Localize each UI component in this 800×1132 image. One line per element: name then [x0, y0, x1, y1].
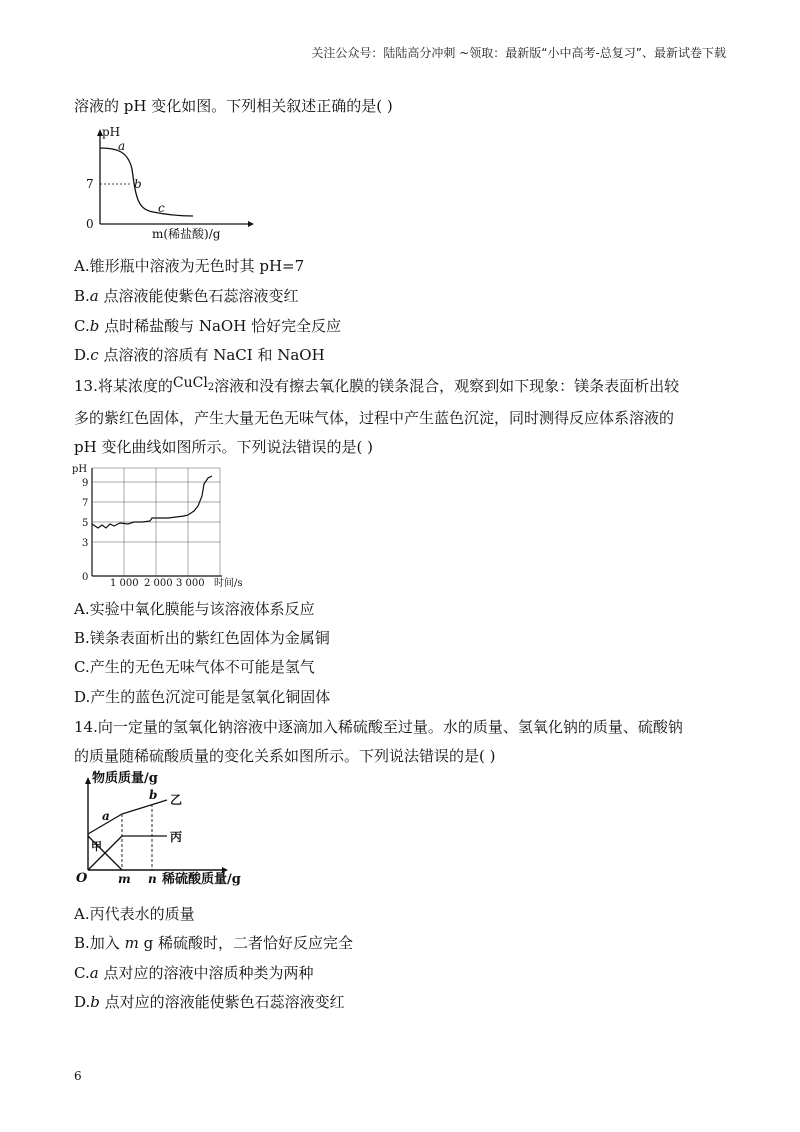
- q12-stem: 溶液的 pH 变化如图。下列相关叙述正确的是( ): [74, 97, 393, 115]
- q12-option-d: [74, 344, 325, 365]
- q13-stem-line-2: 多的紫红色固体，产生大量无色无味气体，过程中产生蓝色沉淀，同时测得反应体系溶液的: [74, 409, 675, 427]
- option-text: 加入: [89, 934, 125, 952]
- q14-stem-line-2: 的质量随稀硫酸质量的变化关系如图所示。下列说法错误的是( ): [74, 747, 496, 765]
- q13-x-tick-1000: 1 000: [110, 578, 139, 588]
- q13-y-tick-3: 3: [82, 538, 89, 549]
- q13-option-a: [74, 598, 315, 619]
- q13-figure: [72, 462, 262, 592]
- q13-y-tick-5: 5: [82, 518, 89, 529]
- question-number: 13.: [74, 377, 98, 395]
- option-letter: D.: [74, 993, 91, 1011]
- q14-y-label: 物质质量/g: [92, 771, 158, 786]
- q13-y-tick-9: 9: [82, 478, 89, 489]
- option-letter: C.: [74, 317, 90, 335]
- q13-option-c: [74, 656, 315, 677]
- q14-tick-m: m: [118, 872, 131, 886]
- formula-subscript: 2: [207, 382, 215, 393]
- q12-point-c: c: [158, 201, 165, 215]
- option-variable: a: [89, 964, 99, 982]
- q14-option-a: [74, 903, 195, 924]
- q12-option-a: [74, 255, 304, 276]
- q13-x-tick-3000: 3 000: [176, 578, 205, 588]
- q12-x-label: m(稀盐酸)/g: [152, 227, 221, 241]
- q13-option-d: [74, 686, 330, 707]
- option-text: 点对应的溶液能使紫色石蕊溶液变红: [99, 993, 345, 1011]
- q14-label-bing: 丙: [170, 830, 183, 844]
- q13-y-tick-0: 0: [82, 572, 89, 583]
- option-letter: A.: [74, 600, 90, 618]
- q14-option-c: [74, 962, 313, 983]
- q12-option-c: [74, 315, 341, 336]
- option-letter: D.: [74, 688, 91, 706]
- q13-x-label: 时间/s: [214, 578, 243, 588]
- option-letter: C.: [74, 964, 90, 982]
- stem-text: 溶液和没有擦去氧化膜的镁条混合，观察到如下现象：镁条表面析出较: [214, 377, 680, 395]
- formula-main: CuCl: [172, 375, 208, 391]
- option-text: 点溶液能使紫色石蕊溶液变红: [98, 287, 299, 305]
- q14-label-jia: 甲: [91, 840, 102, 853]
- option-variable: b: [90, 993, 100, 1011]
- option-letter: A.: [74, 257, 90, 275]
- option-letter: A.: [74, 905, 90, 923]
- option-text: 产生的无色无味气体不可能是氢气: [89, 658, 315, 676]
- option-variable: a: [89, 287, 99, 305]
- option-text: 点时稀盐酸与 NaOH 恰好完全反应: [99, 317, 342, 335]
- option-text: 锥形瓶中溶液为无色时其 pH=7: [89, 257, 305, 275]
- option-text: 产生的蓝色沉淀可能是氢氧化铜固体: [90, 688, 331, 706]
- q12-point-a: a: [118, 139, 126, 153]
- stem-text: 向一定量的氢氧化钠溶液中逐滴加入稀硫酸至过量。水的质量、氢氧化钠的质量、硫酸钠: [97, 718, 683, 736]
- option-letter: B.: [74, 629, 90, 647]
- q12-tick-7: 7: [86, 177, 94, 191]
- page-header: 关注公众号：陆陆高分冲刺 ~领取：最新版“小中高考-总复习”、最新试卷下载: [311, 46, 726, 60]
- option-letter: B.: [74, 287, 90, 305]
- q13-y-tick-7: 7: [82, 498, 89, 509]
- q14-origin: O: [76, 871, 88, 886]
- question-number: 14.: [74, 718, 98, 736]
- q12-point-b: b: [134, 177, 142, 191]
- option-variable: m: [124, 934, 139, 952]
- q14-label-a: a: [102, 809, 110, 823]
- q14-x-label: 稀硫酸质量/g: [162, 872, 241, 887]
- q14-option-b: [74, 932, 353, 953]
- q13-x-tick-2000: 2 000: [144, 578, 173, 588]
- q14-figure: [72, 770, 272, 894]
- q14-stem-line-1: [74, 716, 683, 737]
- q12-option-b: [74, 285, 299, 306]
- option-text: 丙代表水的质量: [89, 905, 195, 923]
- option-text: 镁条表面析出的紫红色固体为金属铜: [89, 629, 330, 647]
- option-variable: c: [90, 346, 99, 364]
- q14-label-b: b: [149, 788, 158, 802]
- q14-label-yi: 乙: [170, 793, 183, 807]
- q13-stem-line-3: pH 变化曲线如图所示。下列说法错误的是( ): [74, 438, 373, 456]
- option-variable: b: [89, 317, 100, 335]
- q13-y-label: pH: [72, 464, 88, 475]
- q14-tick-n: n: [148, 872, 157, 886]
- cucl2-formula: [173, 375, 214, 391]
- stem-text: 将某浓度的: [97, 377, 173, 395]
- option-text: 点溶液的溶质有 NaCI 和 NaOH: [98, 346, 325, 364]
- q14-option-d: [74, 991, 345, 1012]
- option-text: g 稀硫酸时，二者恰好反应完全: [138, 934, 353, 952]
- page-number: 6: [74, 1069, 82, 1083]
- option-letter: C.: [74, 658, 90, 676]
- option-text: 实验中氧化膜能与该溶液体系反应: [89, 600, 315, 618]
- q12-origin: 0: [86, 217, 94, 231]
- option-letter: B.: [74, 934, 90, 952]
- q13-option-b: [74, 627, 330, 648]
- q12-figure: [78, 124, 258, 246]
- option-text: 点对应的溶液中溶质种类为两种: [98, 964, 314, 982]
- q12-y-label: pH: [102, 125, 121, 139]
- q13-stem-line-1: [74, 375, 679, 396]
- option-letter: D.: [74, 346, 91, 364]
